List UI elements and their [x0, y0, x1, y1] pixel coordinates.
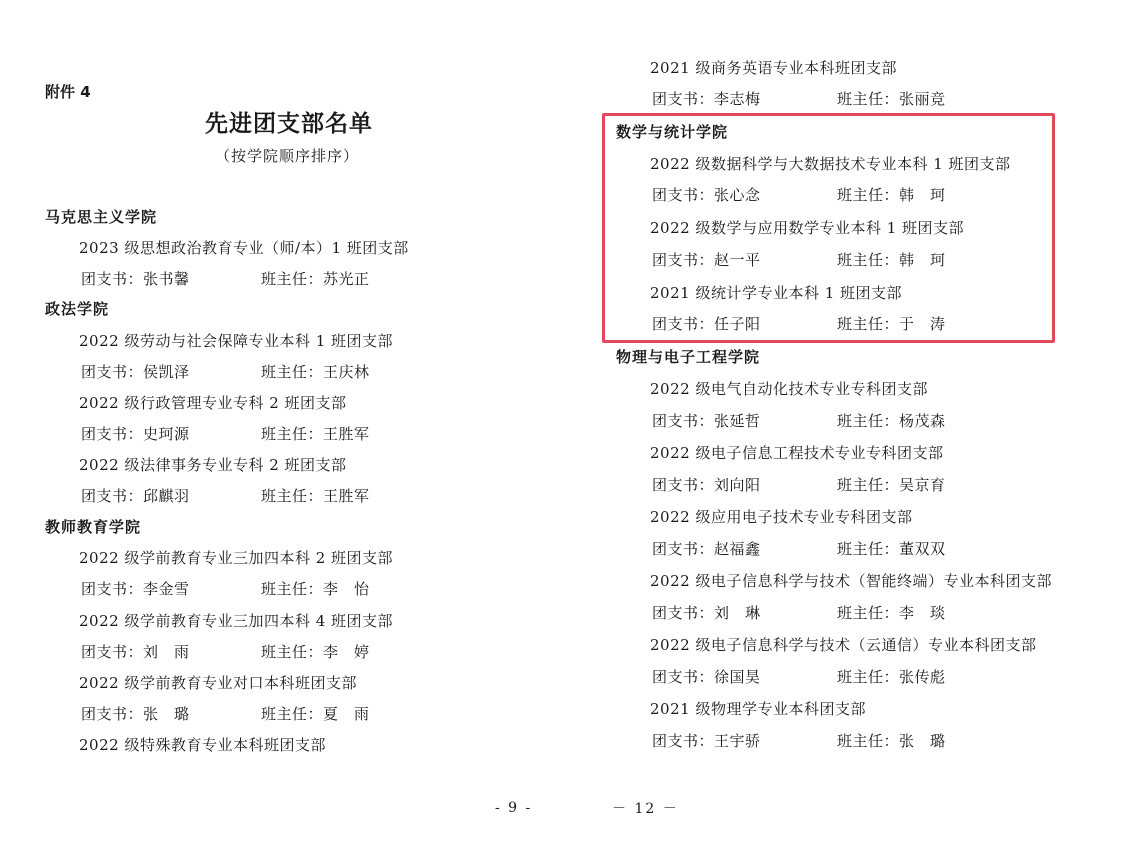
branch-name: 2022 级电气自动化技术专业专科团支部 [650, 380, 928, 398]
attachment-label: 附件 4 [45, 83, 91, 101]
branch-name: 2022 级劳动与社会保障专业本科 1 班团支部 [79, 332, 394, 350]
branch-name: 2022 级电子信息科学与技术（智能终端）专业本科团支部 [650, 572, 1052, 590]
secretary: 团支书：张延哲 [652, 412, 761, 430]
college-heading: 马克思主义学院 [45, 208, 158, 226]
head-teacher: 班主任：王胜军 [261, 425, 370, 443]
head-teacher: 班主任：张传彪 [837, 668, 946, 686]
secretary: 团支书：张 璐 [81, 705, 190, 723]
head-teacher: 班主任：韩 珂 [837, 186, 946, 204]
branch-name: 2022 级特殊教育专业本科班团支部 [79, 736, 326, 754]
secretary: 团支书：李金雪 [81, 580, 190, 598]
secretary: 团支书：刘 琳 [652, 604, 761, 622]
head-teacher: 班主任：吴京育 [837, 476, 946, 494]
branch-officers [652, 666, 946, 687]
head-teacher: 班主任：王庆林 [261, 363, 370, 381]
branch-name: 2021 级商务英语专业本科班团支部 [650, 59, 897, 77]
secretary: 团支书：王宇骄 [652, 732, 761, 750]
secretary: 团支书：赵福鑫 [652, 540, 761, 558]
head-teacher: 班主任：李 怡 [261, 580, 370, 598]
secretary: 团支书：张心念 [652, 186, 761, 204]
head-teacher: 班主任：张 璐 [837, 732, 946, 750]
page-subtitle: （按学院顺序排序） [215, 147, 360, 165]
branch-name: 2022 级数据科学与大数据技术专业本科 1 班团支部 [650, 155, 1011, 173]
branch-officers [652, 730, 946, 751]
branch-officers [652, 184, 946, 205]
branch-name: 2022 级应用电子技术专业专科团支部 [650, 508, 913, 526]
secretary: 团支书：李志梅 [652, 90, 761, 108]
secretary: 团支书：刘 雨 [81, 643, 190, 661]
branch-name: 2022 级学前教育专业三加四本科 2 班团支部 [79, 549, 394, 567]
head-teacher: 班主任：李 琰 [837, 604, 946, 622]
branch-officers [652, 249, 946, 270]
branch-officers [81, 423, 370, 444]
branch-name: 2022 级电子信息工程技术专业专科团支部 [650, 444, 944, 462]
branch-officers [652, 410, 946, 431]
branch-officers [81, 361, 370, 382]
secretary: 团支书：张书馨 [81, 270, 190, 288]
secretary: 团支书：史珂源 [81, 425, 190, 443]
head-teacher: 班主任：杨茂森 [837, 412, 946, 430]
head-teacher: 班主任：韩 珂 [837, 251, 946, 269]
branch-officers [652, 474, 946, 495]
college-heading: 数学与统计学院 [616, 123, 729, 141]
secretary: 团支书：侯凯泽 [81, 363, 190, 381]
head-teacher: 班主任：夏 雨 [261, 705, 370, 723]
page-number: - 9 - [495, 800, 533, 816]
head-teacher: 班主任：苏光正 [261, 270, 370, 288]
head-teacher: 班主任：张丽竞 [837, 90, 946, 108]
branch-name: 2022 级行政管理专业专科 2 班团支部 [79, 394, 347, 412]
branch-name: 2022 级电子信息科学与技术（云通信）专业本科团支部 [650, 636, 1037, 654]
branch-officers [81, 703, 370, 724]
secretary: 团支书：徐国昊 [652, 668, 761, 686]
page-number: － 12 － [612, 801, 679, 817]
branch-name: 2022 级数学与应用数学专业本科 1 班团支部 [650, 219, 965, 237]
secretary: 团支书：任子阳 [652, 315, 761, 333]
branch-officers [81, 641, 370, 662]
branch-officers [81, 485, 370, 506]
branch-name: 2022 级学前教育专业对口本科班团支部 [79, 674, 357, 692]
branch-officers [652, 313, 946, 334]
branch-name: 2021 级统计学专业本科 1 班团支部 [650, 284, 903, 302]
head-teacher: 班主任：李 婷 [261, 643, 370, 661]
head-teacher: 班主任：董双双 [837, 540, 946, 558]
branch-officers [652, 88, 946, 109]
branch-name: 2021 级物理学专业本科团支部 [650, 700, 866, 718]
branch-officers [652, 602, 946, 623]
head-teacher: 班主任：于 涛 [837, 315, 946, 333]
secretary: 团支书：刘向阳 [652, 476, 761, 494]
college-heading: 政法学院 [45, 300, 110, 318]
branch-officers [81, 268, 370, 289]
branch-officers [652, 538, 946, 559]
secretary: 团支书：邱麒羽 [81, 487, 190, 505]
college-heading: 教师教育学院 [45, 518, 142, 536]
branch-name: 2022 级学前教育专业三加四本科 4 班团支部 [79, 612, 394, 630]
secretary: 团支书：赵一平 [652, 251, 761, 269]
branch-name: 2023 级思想政治教育专业（师/本）1 班团支部 [79, 239, 409, 257]
college-heading: 物理与电子工程学院 [616, 348, 761, 366]
branch-officers [81, 578, 370, 599]
page-title: 先进团支部名单 [205, 110, 373, 137]
branch-name: 2022 级法律事务专业专科 2 班团支部 [79, 456, 347, 474]
head-teacher: 班主任：王胜军 [261, 487, 370, 505]
